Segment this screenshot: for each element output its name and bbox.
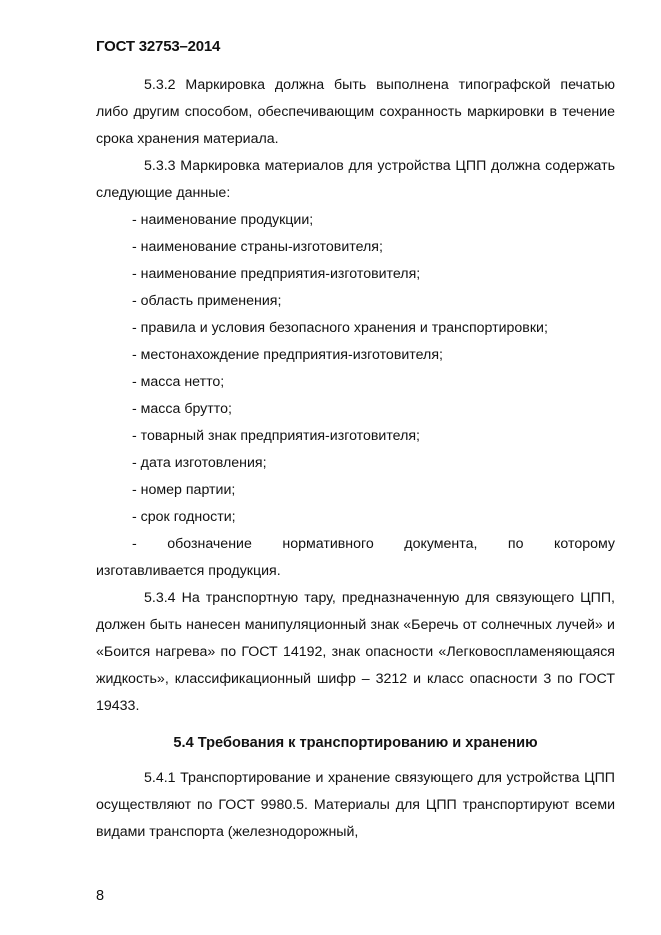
list-item: - срок годности; <box>132 509 236 525</box>
list-item: - товарный знак предприятия-изготовителя; <box>132 428 420 444</box>
paragraph-5-3-4: 5.3.4 На транспортную тару, предназначенную для связующего ЦПП, должен быть нанесен манипуляционный знак «Беречь от солнечных лучей» и «Боится нагрева» по ГОСТ 14192, знак опасности «Легковоспламеняющаяся жидкость», классификационный шифр – 3212 и класс опасности 3 по ГОСТ 19433. <box>96 590 615 714</box>
list-item-last: - обозначение нормативного документа, по которому <box>132 536 615 552</box>
document-body <box>96 72 615 846</box>
list-item: - правила и условия безопасного хранения и транспортировки; <box>132 320 548 336</box>
list-item-last-continuation: изготавливается продукция. <box>96 563 281 579</box>
list-item: - наименование продукции; <box>132 212 314 228</box>
list-item: - область применения; <box>132 293 282 309</box>
list-item: - местонахождение предприятия-изготовителя; <box>132 347 443 363</box>
section-heading-5-4: 5.4 Требования к транспортированию и хранению <box>173 735 538 751</box>
paragraph-5-3-3: 5.3.3 Маркировка материалов для устройства ЦПП должна содержать следующие данные: <box>96 158 615 201</box>
list-item: - наименование страны-изготовителя; <box>132 239 383 255</box>
list-item: - масса брутто; <box>132 401 232 417</box>
document-header: ГОСТ 32753–2014 <box>96 38 221 55</box>
page-number: 8 <box>96 888 105 904</box>
list-item: - дата изготовления; <box>132 455 267 471</box>
list-item: - масса нетто; <box>132 374 225 390</box>
paragraph-5-3-2: 5.3.2 Маркировка должна быть выполнена типографской печатью либо другим способом, обеспечивающим сохранность маркировки в течение срока хранения материала. <box>96 77 615 147</box>
list-item: - наименование предприятия-изготовителя; <box>132 266 421 282</box>
list-item: - номер партии; <box>132 482 236 498</box>
paragraph-5-4-1: 5.4.1 Транспортирование и хранение связующего для устройства ЦПП осуществляют по ГОСТ 9980.5. Материалы для ЦПП транспортируют всеми видами транспорта (железнодорожный, <box>96 770 615 840</box>
